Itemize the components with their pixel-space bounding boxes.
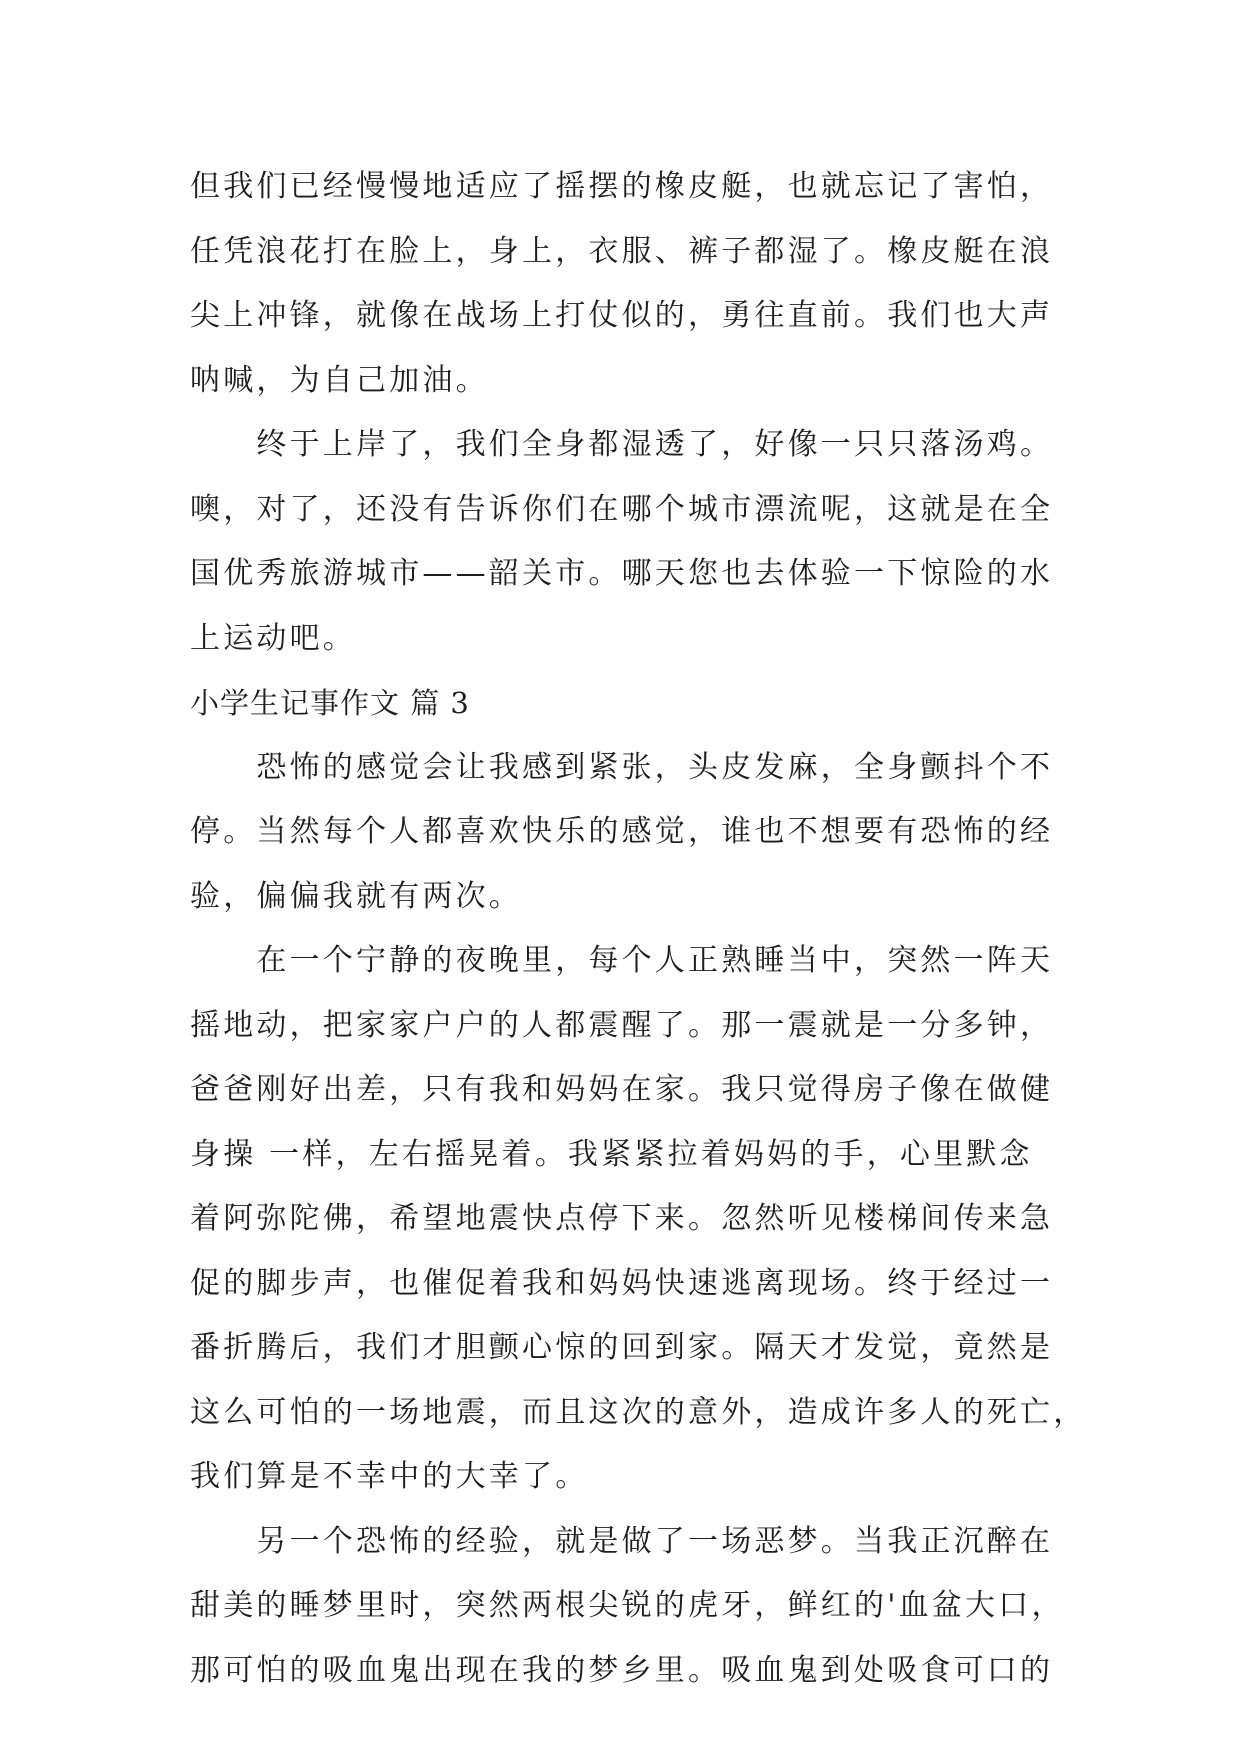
text-line: 身操 一样，左右摇晃着。我紧紧拉着妈妈的手，心里默念 [190,1136,1033,1172]
text-line: 我们算是不幸中的大幸了。 [190,1459,589,1494]
text-line: 番折腾后，我们才胆颤心惊的回到家。隔天才发觉，竟然是 [190,1330,1054,1365]
text-line: 着阿弥陀佛，希望地震快点停下来。忽然听见楼梯间传来急 [190,1201,1054,1236]
text-line: 但我们已经慢慢地适应了摇摆的橡皮艇，也就忘记了害怕， [190,169,1054,204]
text-line: 上运动吧。 [190,620,356,656]
text-line: 甜美的睡梦里时，突然两根尖锐的虎牙，鲜红的'血盆大口， [190,1588,1065,1623]
section-heading: 小学生记事作文 篇 3 [190,686,470,720]
text-line: 尖上冲锋，就像在战场上打仗似的，勇往直前。我们也大声 [190,298,1054,333]
text-line: 验，偏偏我就有两次。 [190,878,522,914]
text-line: 国优秀旅游城市——韶关市。哪天您也去体验一下惊险的水 [190,556,1054,591]
text-line: 在一个宁静的夜晚里，每个人正熟睡当中，突然一阵天 [190,943,1054,978]
text-line: 促的脚步声，也催促着我和妈妈快速逃离现场。终于经过一 [190,1265,1054,1301]
text-line: 停。当然每个人都喜欢快乐的感觉，谁也不想要有恐怖的经 [190,814,1054,849]
text-line: 爸爸刚好出差，只有我和妈妈在家。我只觉得房子像在做健 [190,1072,1054,1107]
text-line: 恐怖的感觉会让我感到紧张，头皮发麻，全身颤抖个不 [190,749,1054,785]
text-line: 这么可怕的一场地震，而且这次的意外，造成许多人的死亡， [190,1394,1087,1430]
text-line: 噢，对了，还没有告诉你们在哪个城市漂流呢，这就是在全 [190,491,1054,527]
text-line: 摇地动，把家家户户的人都震醒了。那一震就是一分多钟， [190,1007,1054,1043]
text-line: 任凭浪花打在脸上，身上，衣服、裤子都湿了。橡皮艇在浪 [190,233,1054,269]
text-line: 终于上岸了，我们全身都湿透了，好像一只只落汤鸡。 [190,427,1054,462]
text-line: 呐喊，为自己加油。 [190,362,489,398]
document-body [190,155,1087,1703]
text-line: 另一个恐怖的经验，就是做了一场恶梦。当我正沉醉在 [190,1523,1054,1559]
text-line: 那可怕的吸血鬼出现在我的梦乡里。吸血鬼到处吸食可口的 [190,1652,1054,1688]
